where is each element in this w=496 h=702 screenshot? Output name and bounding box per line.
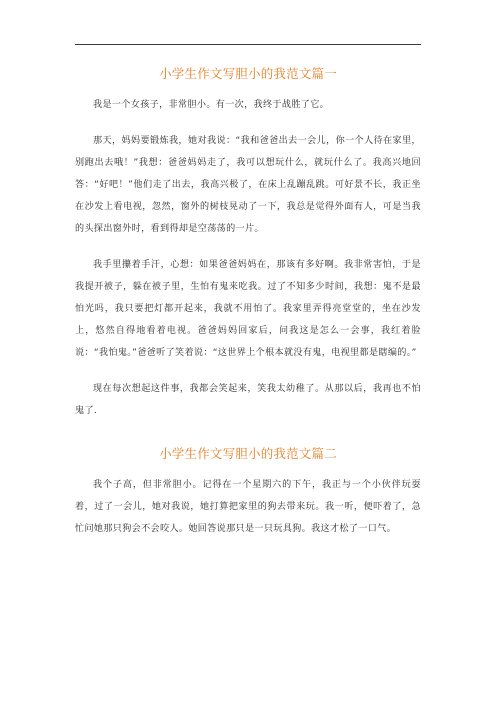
paragraph: 那天，妈妈要锻炼我，她对我说：“我和爸爸出去一会儿，你一个人待在家里，别跑出去哦！”我想：爸爸妈妈走了，我可以想玩什么，就玩什么了。我高兴地回答：“好吧！”他们走了出去，我高兴极了，在床上乱蹦乱跳。可好景不长，我正坐在沙发上看电视，忽然，窗外的树枝晃动了一下，我总是觉得外面有人，可是当我的头探出窗外时，看到得却是空荡荡的一片。 bbox=[75, 136, 421, 234]
section-title-2: 小学生作文写胆小的我范文篇二 bbox=[159, 446, 337, 461]
paragraph: 我是一个女孩子，非常胆小。有一次，我终于战胜了它。 bbox=[93, 100, 330, 110]
paragraph: 我个子高，但非常胆小。记得在一个星期六的下午，我正与一个小伙伴玩耍着，过了一会儿，她对我说，她打算把家里的狗去带来玩。我一听，便吓着了，急忙问她那只狗会不会咬人。她回答说那只是一只玩具狗。我这才松了一口气。 bbox=[75, 480, 421, 534]
article-body bbox=[75, 60, 421, 540]
paragraph: 现在每次想起这件事，我都会笑起来，笑我太幼稚了。从那以后，我再也不怕鬼了. bbox=[75, 384, 421, 416]
paragraph: 我手里攥着手汗，心想：如果爸爸妈妈在，那该有多好啊。我非常害怕，于是我提开被子，躲在被子里，生怕有鬼来吃我。过了不知多少时间，我想：鬼不是最怕光吗，我只要把灯都开起来，我就不用怕了。我家里弄得亮堂堂的，坐在沙发上，悠然自得地看着电视。爸爸妈妈回家后，问我这是怎么一会事，我红着脸说：“我怕鬼。”爸爸听了笑着说：“这世界上个根本就没有鬼，电视里都是瞎编的。” bbox=[75, 260, 421, 358]
header-rule bbox=[75, 44, 421, 45]
section-title-1: 小学生作文写胆小的我范文篇一 bbox=[159, 66, 337, 81]
